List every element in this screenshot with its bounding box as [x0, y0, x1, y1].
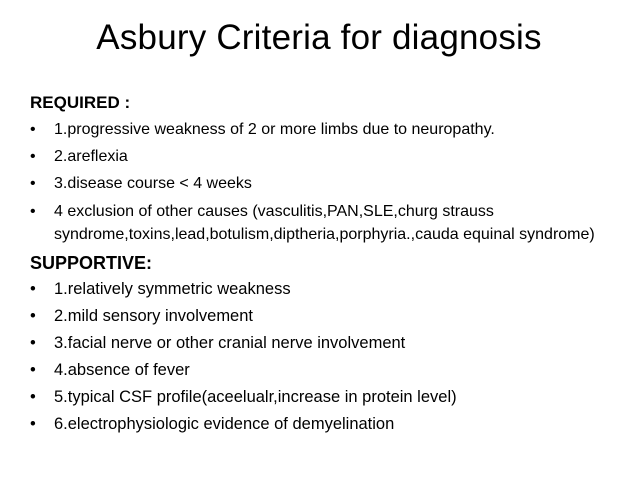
list-item — [30, 200, 634, 246]
bullet-icon: • — [30, 175, 36, 192]
bullet-icon: • — [30, 361, 36, 379]
required-heading: REQUIRED : — [30, 93, 131, 112]
required-item-3: 3.disease course < 4 weeks — [54, 175, 252, 192]
supportive-item-1: 1.relatively symmetric weakness — [54, 280, 291, 298]
list-item — [30, 413, 636, 436]
required-item-4: 4 exclusion of other causes (vasculitis,PAN,SLE,churg strauss syndrome,toxins,lead,botulism,diptheria,porphyria.,cauda equinal syndrome) — [54, 203, 595, 243]
list-item — [30, 119, 636, 141]
supportive-heading: SUPPORTIVE: — [30, 253, 153, 273]
slide-title: Asbury Criteria for diagnosis — [96, 18, 542, 57]
bullet-icon: • — [30, 121, 36, 138]
required-item-2: 2.areflexia — [54, 148, 128, 165]
required-list — [30, 119, 636, 246]
bullet-icon: • — [30, 203, 36, 220]
list-item — [30, 305, 636, 328]
supportive-item-4: 4.absence of fever — [54, 361, 190, 379]
bullet-icon: • — [30, 148, 36, 165]
supportive-list — [30, 278, 636, 436]
slide-body — [30, 91, 636, 440]
supportive-item-5: 5.typical CSF profile(aceelualr,increase in protein level) — [54, 388, 457, 406]
bullet-icon: • — [30, 415, 36, 433]
list-item — [30, 386, 636, 409]
bullet-icon: • — [30, 307, 36, 325]
list-item — [30, 359, 636, 382]
bullet-icon: • — [30, 388, 36, 406]
bullet-icon: • — [30, 280, 36, 298]
supportive-item-3: 3.facial nerve or other cranial nerve involvement — [54, 334, 406, 352]
required-item-1: 1.progressive weakness of 2 or more limbs due to neuropathy. — [54, 121, 495, 138]
list-item — [30, 278, 636, 301]
bullet-icon: • — [30, 334, 36, 352]
list-item — [30, 146, 636, 168]
supportive-item-2: 2.mild sensory involvement — [54, 307, 253, 325]
supportive-item-6: 6.electrophysiologic evidence of demyelination — [54, 415, 395, 433]
list-item — [30, 173, 636, 195]
list-item — [30, 332, 636, 355]
